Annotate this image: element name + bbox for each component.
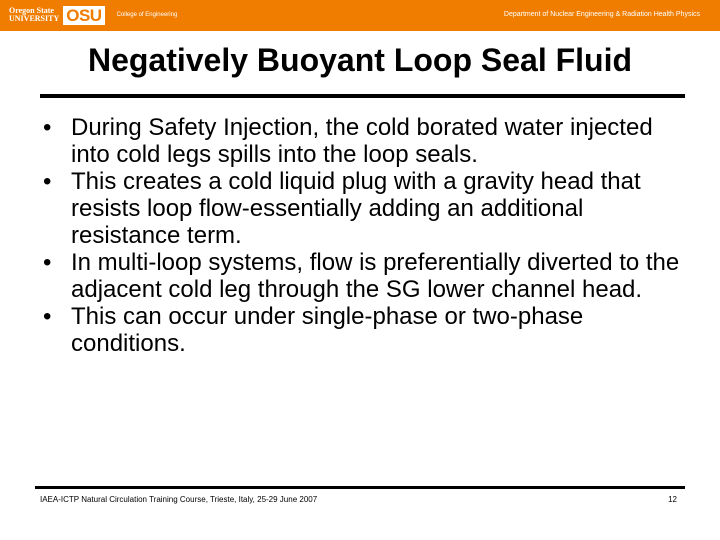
department-name: Department of Nuclear Engineering & Radiation Health Physics bbox=[503, 11, 700, 18]
bullet-item bbox=[40, 249, 690, 303]
logo-wordmark bbox=[9, 7, 59, 23]
footer-course: IAEA-ICTP Natural Circulation Training Course, Trieste, Italy, 25-29 June 2007 bbox=[40, 495, 318, 504]
header-bar bbox=[0, 0, 720, 31]
bullet-symbol: • bbox=[43, 168, 52, 195]
title-divider bbox=[40, 94, 685, 98]
bullet-symbol: • bbox=[43, 303, 52, 330]
logo-line-2: UNIVERSITY bbox=[9, 14, 60, 23]
logo-osu: OSU bbox=[63, 6, 104, 25]
bullet-text: In multi-loop systems, flow is preferentially diverted to the adjacent cold leg through the SG lower channel head. bbox=[71, 249, 680, 303]
page-number: 12 bbox=[668, 495, 677, 504]
bullet-item bbox=[40, 303, 690, 357]
slide-title: Negatively Buoyant Loop Seal Fluid bbox=[87, 42, 633, 78]
bullet-list bbox=[40, 114, 690, 357]
bullet-symbol: • bbox=[43, 114, 52, 141]
bullet-text: This creates a cold liquid plug with a gravity head that resists loop flow-essentially adding an additional resistance term. bbox=[71, 168, 641, 249]
university-logo bbox=[9, 4, 177, 26]
bullet-item bbox=[40, 168, 690, 249]
college-name: College of Engineering bbox=[116, 12, 178, 18]
footer-divider bbox=[35, 486, 685, 489]
bullet-symbol: • bbox=[43, 249, 52, 276]
bullet-item bbox=[40, 114, 690, 168]
logo-line-1: Oregon State bbox=[9, 6, 54, 15]
bullet-text: During Safety Injection, the cold borated water injected into cold legs spills into the loop seals. bbox=[71, 114, 653, 168]
bullet-text: This can occur under single-phase or two-phase conditions. bbox=[71, 303, 584, 357]
